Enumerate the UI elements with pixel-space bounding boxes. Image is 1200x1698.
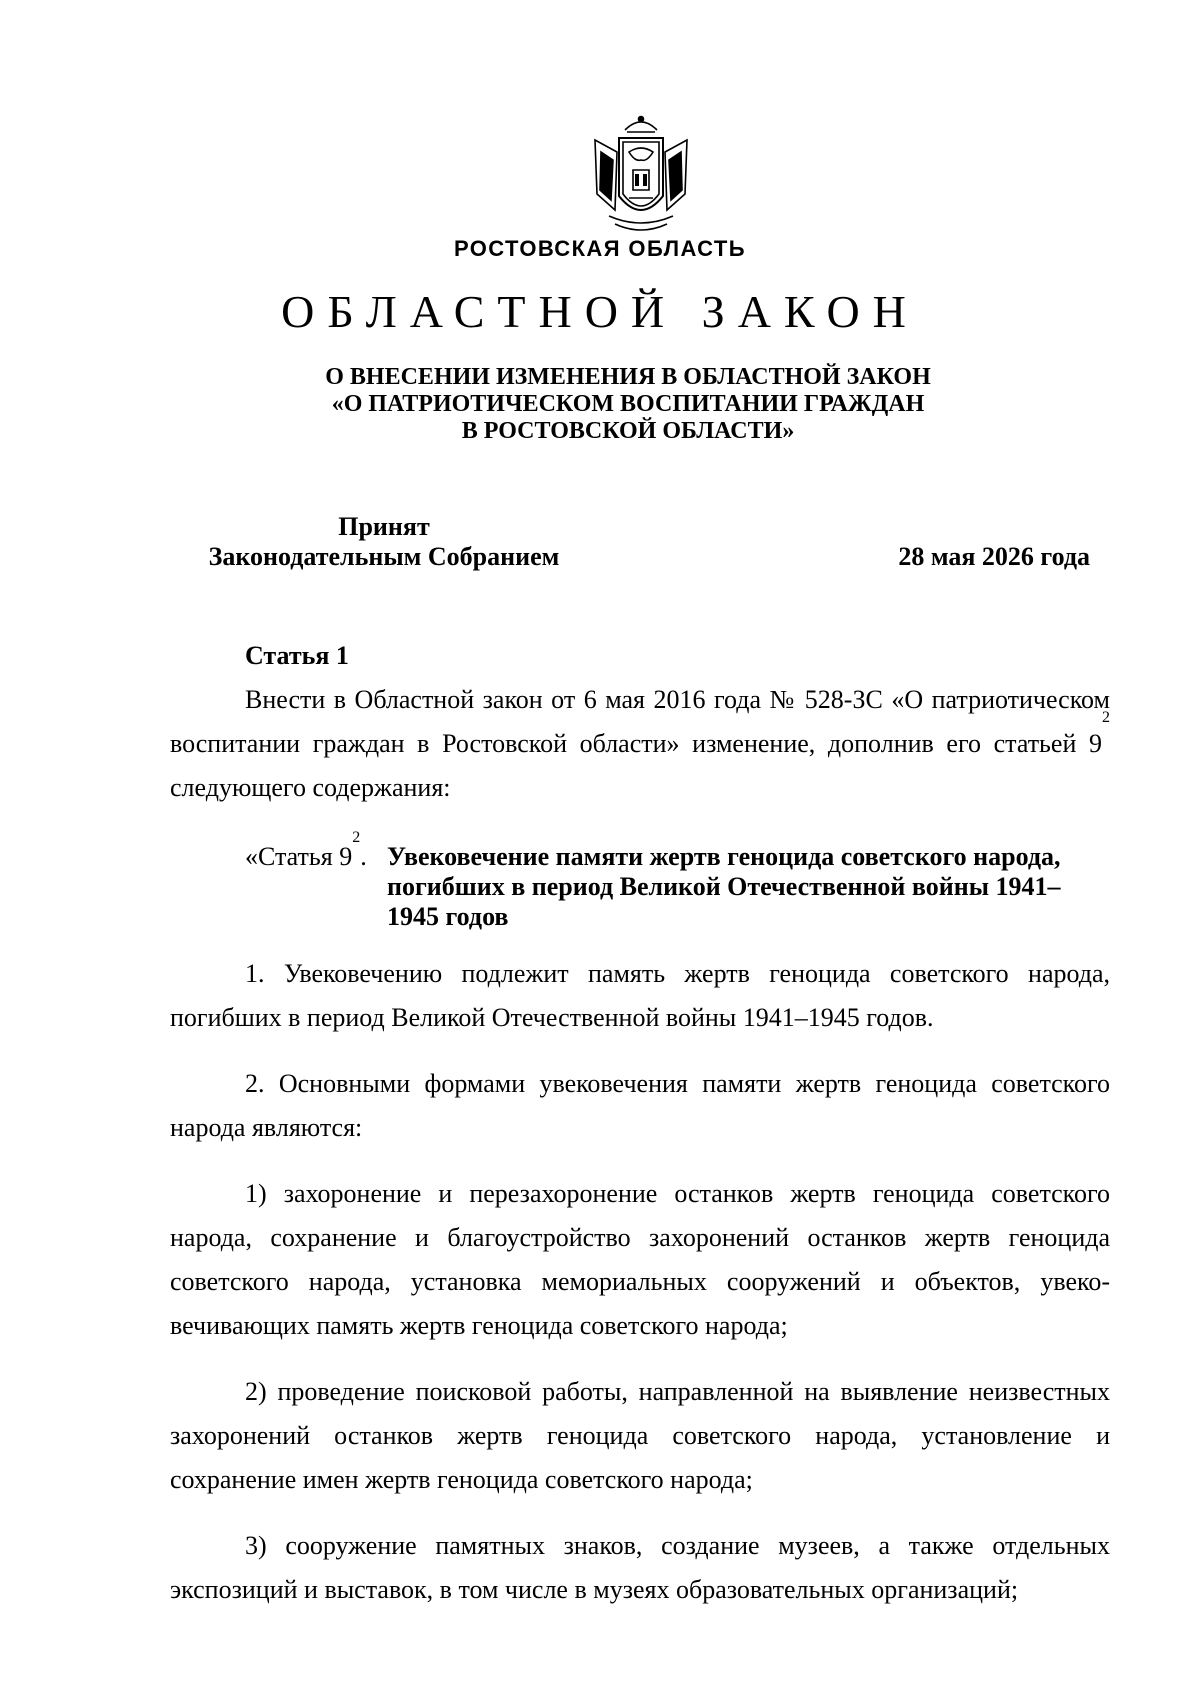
- new-article-label: [245, 829, 387, 872]
- adoption-body: Законодательным Собранием: [208, 542, 560, 571]
- adoption-block: [174, 512, 594, 572]
- document-type: ОБЛАСТНОЙ ЗАКОН: [281, 286, 919, 337]
- new-article-heading: [245, 829, 1085, 932]
- paragraph: 1) захоронение и перезахоронение останков жертв геноцида советского народа, сохранение и благоустройство захоронений останков жертв геноцида советского народа, установка мемориальных сооружений и объектов, увековечивающих память жертв геноцида советского народа;: [170, 1179, 1110, 1340]
- law-title: [200, 364, 1056, 445]
- label-text: «Статья 9: [245, 842, 353, 871]
- intro-text: следующего содержания:: [170, 773, 451, 802]
- intro-text: Внести в Областной закон от 6 мая 2016 года № 528-ЗС «О патриотическом воспитании граждан в Ростовской области» изменение, дополнив его статьей 9: [170, 685, 1110, 758]
- paragraph: 2) проведение поисковой работы, направленной на выявление неизвестных захоронений останков жертв геноцида советского народа, установление и сохранение имен жертв геноцида советского народа;: [170, 1377, 1110, 1494]
- law-title-line: В РОСТОВСКОЙ ОБЛАСТИ»: [461, 418, 795, 444]
- region-name: РОСТОВСКАЯ ОБЛАСТЬ: [454, 236, 746, 261]
- law-title-line: «О ПАТРИОТИЧЕСКОМ ВОСПИТАНИИ ГРАЖДАН: [331, 391, 925, 417]
- law-title-line: О ВНЕСЕНИИ ИЗМЕНЕНИЯ В ОБЛАСТНОЙ ЗАКОН: [325, 364, 931, 390]
- paragraph: 1. Увековечению подлежит память жертв геноцида советского народа, погибших в период Великой Отечественной войны 1941–1945 годов.: [170, 959, 1110, 1032]
- superscript: 2: [352, 829, 361, 846]
- article-heading: Статья 1: [245, 641, 349, 670]
- paragraph: 2. Основными формами увековечения памяти жертв геноцида советского народа являются:: [170, 1069, 1110, 1142]
- adoption-line: Принят: [338, 512, 430, 541]
- superscript: 2: [1102, 709, 1110, 726]
- article-intro: [170, 678, 1110, 810]
- adoption-date: 28 мая 2026 года: [898, 542, 1090, 571]
- paragraph: 3) сооружение памятных знаков, создание музеев, а также отдельных экспозиций и выставок, в том числе в музеях образовательных организаций;: [170, 1531, 1110, 1604]
- new-article-title: Увековечение памяти жертв геноцида советского народа, погибших в период Великой Отечественной войны 1941–1945 годов: [387, 842, 1061, 931]
- coat-of-arms-icon: [587, 112, 695, 238]
- label-text: .: [360, 842, 367, 871]
